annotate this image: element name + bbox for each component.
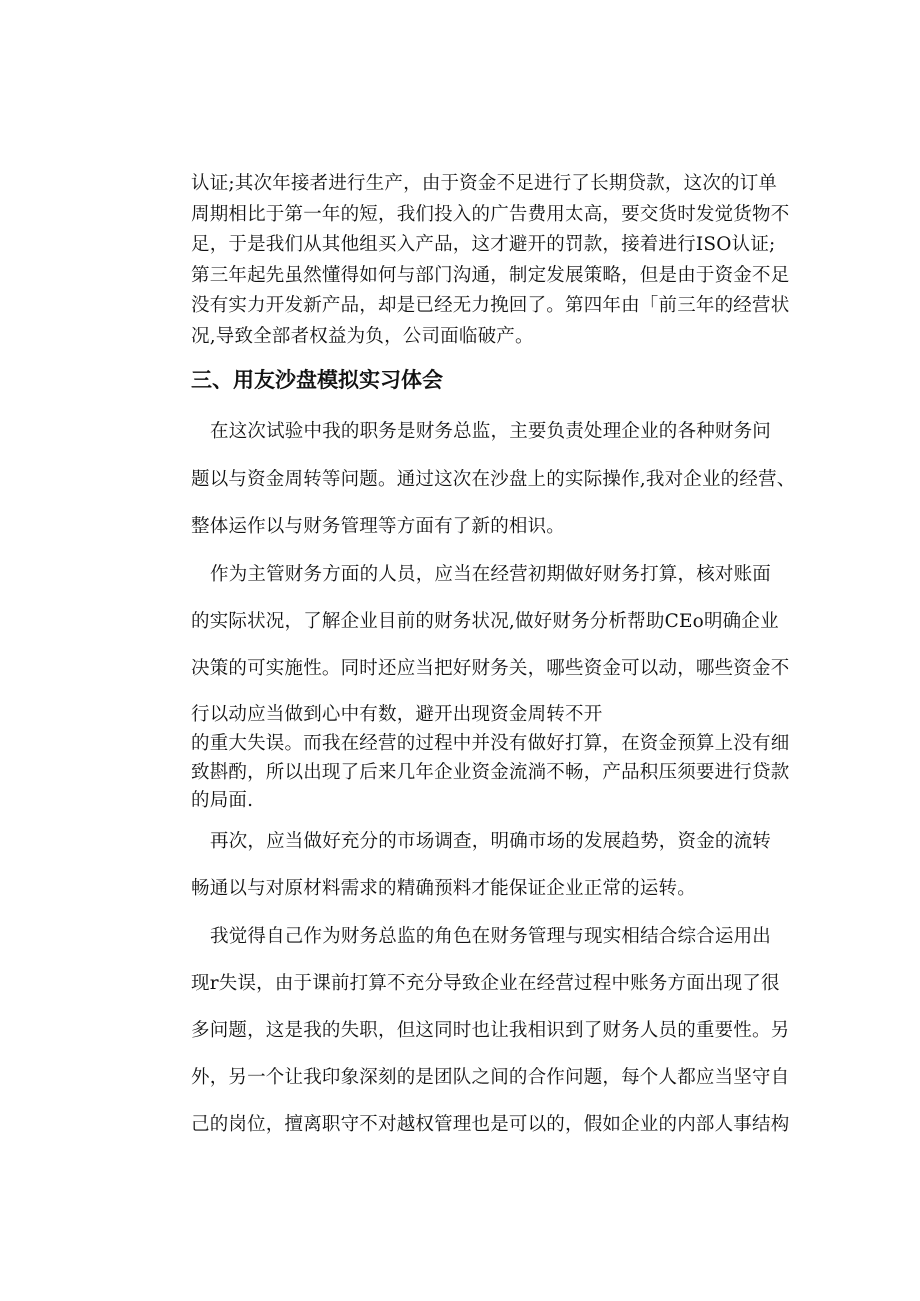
text-line: 现r失误，由于课前打算不充分导致企业在经营过程中账务方面出现了很 — [191, 973, 780, 994]
text-line: 足，于是我们从其他组买入产品，这才避开的罚款，接着进行ISO认证; — [191, 234, 776, 255]
text-line: 第三年起先虽然懂得如何与部门沟通，制定发展策略，但是由于资金不足 — [191, 265, 790, 286]
paragraph-first-line: 我觉得自己作为财务总监的角色在财务管理与现实相结合综合运用出 — [210, 926, 772, 947]
text-line: 认证;其次年接者进行生产，由于资金不足进行了长期贷款，这次的订单 — [191, 173, 778, 194]
text-line: 多问题，这是我的失职，但这同时也让我相识到了财务人员的重要性。另 — [191, 1020, 790, 1041]
text-line: 己的岗位，擅离职守不对越权管理也是可以的，假如企业的内部人事结构 — [191, 1114, 790, 1135]
section-heading: 三、用友沙盘模拟实习体会 — [191, 368, 443, 392]
text-line: 外，另一个让我印象深刻的是团队之间的合作问题，每个人都应当坚守自 — [191, 1067, 790, 1088]
text-line: 致斟酌，所以出现了后来几年企业资金流淌不畅，产品积压须要进行贷款 — [191, 762, 790, 783]
text-line: 况,导致全部者权益为负，公司面临破产。 — [191, 326, 534, 347]
text-line: 行以动应当做到心中有数，避开出现资金周转不开 — [191, 704, 603, 725]
text-line: 的实际状况，了解企业目前的财务状况,做好财务分析帮助CEo明确企业 — [191, 611, 779, 632]
text-line: 题以与资金周转等问题。通过这次在沙盘上的实际操作,我对企业的经营、 — [191, 469, 796, 490]
paragraph-first-line: 作为主管财务方面的人员，应当在经营初期做好财务打算，核对账面 — [210, 564, 772, 585]
text-line: 周期相比于第一年的短，我们投入的广告费用太高，要交货时发觉货物不 — [191, 204, 790, 225]
text-line: 畅通以与对原材料需求的精确预料才能保证企业正常的运转。 — [191, 878, 696, 899]
text-line: 没有实力开发新产品，却是已经无力挽回了。第四年由「前三年的经营状 — [191, 295, 790, 316]
text-line: 的局面. — [191, 790, 254, 811]
paragraph-first-line: 再次，应当做好充分的市场调查，明确市场的发展趋势，资金的流转 — [210, 831, 772, 852]
paragraph-first-line: 在这次试验中我的职务是财务总监，主要负责处理企业的各种财务问 — [210, 421, 772, 442]
text-line: 的重大失误。而我在经营的过程中并没有做好打算，在资金预算上没有细 — [191, 733, 790, 754]
text-line: 整体运作以与财务管理等方面有了新的相识。 — [191, 516, 566, 537]
text-line: 决策的可实施性。同时还应当把好财务关，哪些资金可以动，哪些资金不 — [191, 658, 790, 679]
